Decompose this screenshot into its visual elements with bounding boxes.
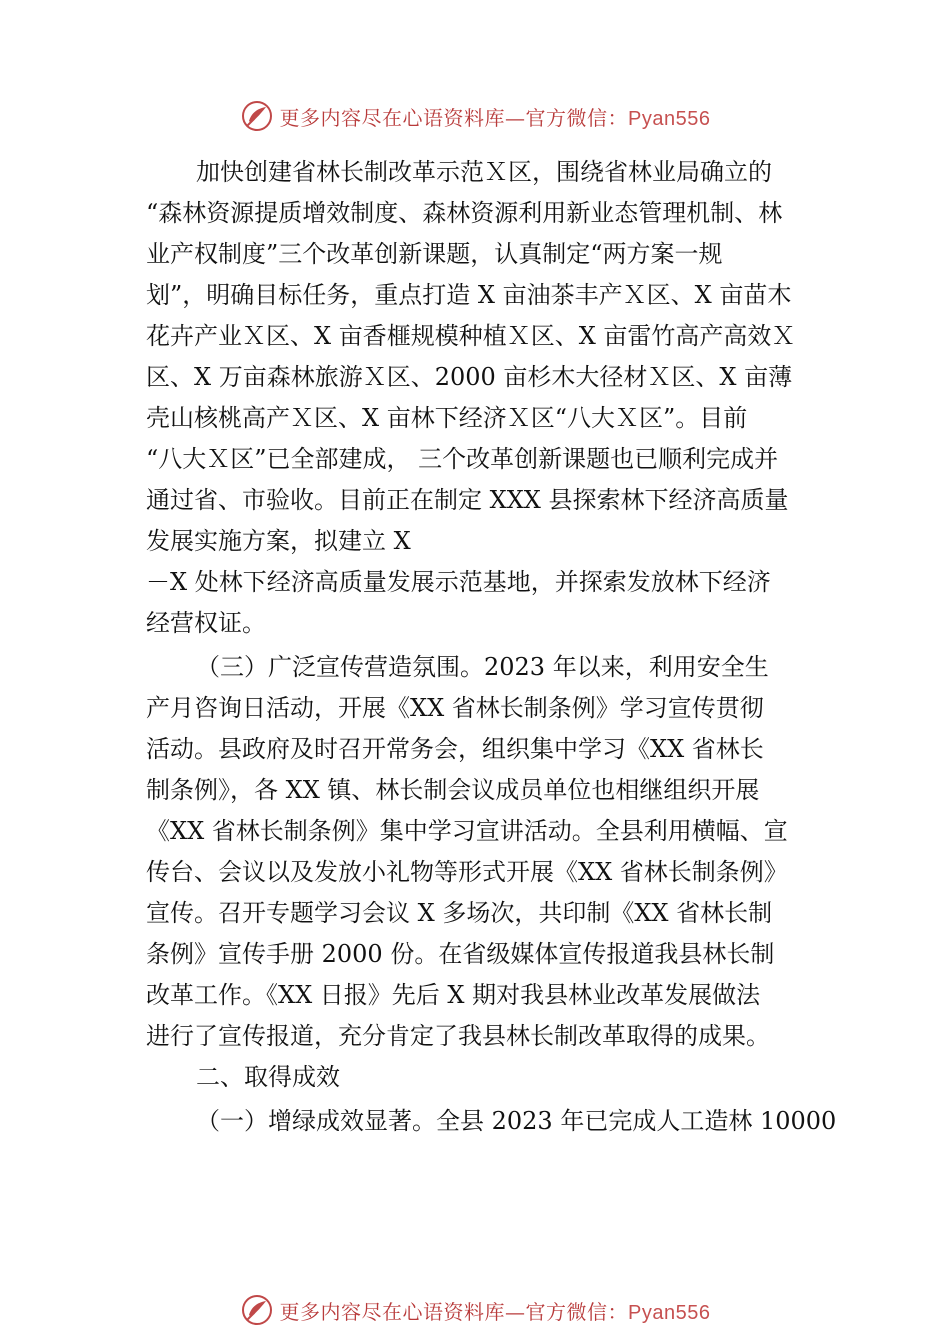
body-line: “森林资源提质增效制度、森林资源利用新业态管理机制、林 [146,199,783,227]
body-line: （三）广泛宣传营造氛围。2023 年以来，利用安全生 [196,653,769,681]
body-line: 改革工作。《XX 日报》先后 X 期对我县林业改革发展做法 [146,981,761,1009]
section-heading: 二、取得成效 [196,1063,340,1091]
body-line: 区、X 万亩森林旅游Ｘ区、2000 亩杉木大径材Ｘ区、X 亩薄 [146,363,793,391]
footer-dash: — [505,1299,526,1324]
body-line: 壳山核桃高产Ｘ区、X 亩林下经济Ｘ区“八大Ｘ区”。目前 [146,404,748,432]
body-line: 传台、会议以及发放小礼物等形式开展《XX 省林长制条例》 [146,858,788,886]
body-line: 产月咨询日活动，开展《XX 省林长制条例》学习宣传贯彻 [146,694,764,722]
body-line: （一）增绿成效显著。全县 2023 年已完成人工造林 10000 [196,1107,837,1135]
footer-banner-text [280,1296,711,1325]
body-line: 进行了宣传报道，充分肯定了我县林长制改革取得的成果。 [146,1022,770,1050]
header-brand-text: 更多内容尽在心语资料库 [279,105,506,130]
body-line: 划”，明确目标任务，重点打造 X 亩油茶丰产Ｘ区、X 亩苗木 [146,281,792,309]
body-line: 业产权制度”三个改革创新课题，认真制定“两方案一规 [146,240,723,268]
footer-wechat-id: Pyan556 [628,1301,711,1324]
footer-banner [0,1290,950,1330]
body-line: 《XX 省林长制条例》集中学习宣讲活动。全县利用横幅、宣 [146,817,788,845]
body-line: 通过省、市验收。目前正在制定 XXX 县探索林下经济高质量 [146,486,789,514]
body-line: 条例》宣传手册 2000 份。在省级媒体宣传报道我县林长制 [146,940,775,968]
body-line: 经营权证。 [146,609,266,637]
header-wechat-id: Pyan556 [628,107,711,130]
header-dash: — [505,105,526,130]
header-wechat-label: 官方微信： [525,105,629,130]
body-line: －X 处林下经济高质量发展示范基地，并探索发放林下经济 [146,568,771,596]
brand-logo-icon [240,1293,274,1327]
body-line: 活动。县政府及时召开常务会，组织集中学习《XX 省林长 [146,735,764,763]
footer-brand-text: 更多内容尽在心语资料库 [279,1299,506,1324]
body-line: 发展实施方案，拟建立 X [146,527,411,555]
body-line: “八大Ｘ区”已全部建成， 三个改革创新课题也已顺利完成并 [146,445,779,473]
body-line: 宣传。召开专题学习会议 X 多场次，共印制《XX 省林长制 [146,899,773,927]
body-line: 花卉产业Ｘ区、X 亩香榧规模种植Ｘ区、X 亩雷竹高产高效Ｘ [146,322,796,350]
body-line: 制条例》，各 XX 镇、林长制会议成员单位也相继组织开展 [146,776,760,804]
body-line: 加快创建省林长制改革示范Ｘ区，围绕省林业局确立的 [196,158,772,186]
footer-wechat-label: 官方微信： [525,1299,629,1324]
